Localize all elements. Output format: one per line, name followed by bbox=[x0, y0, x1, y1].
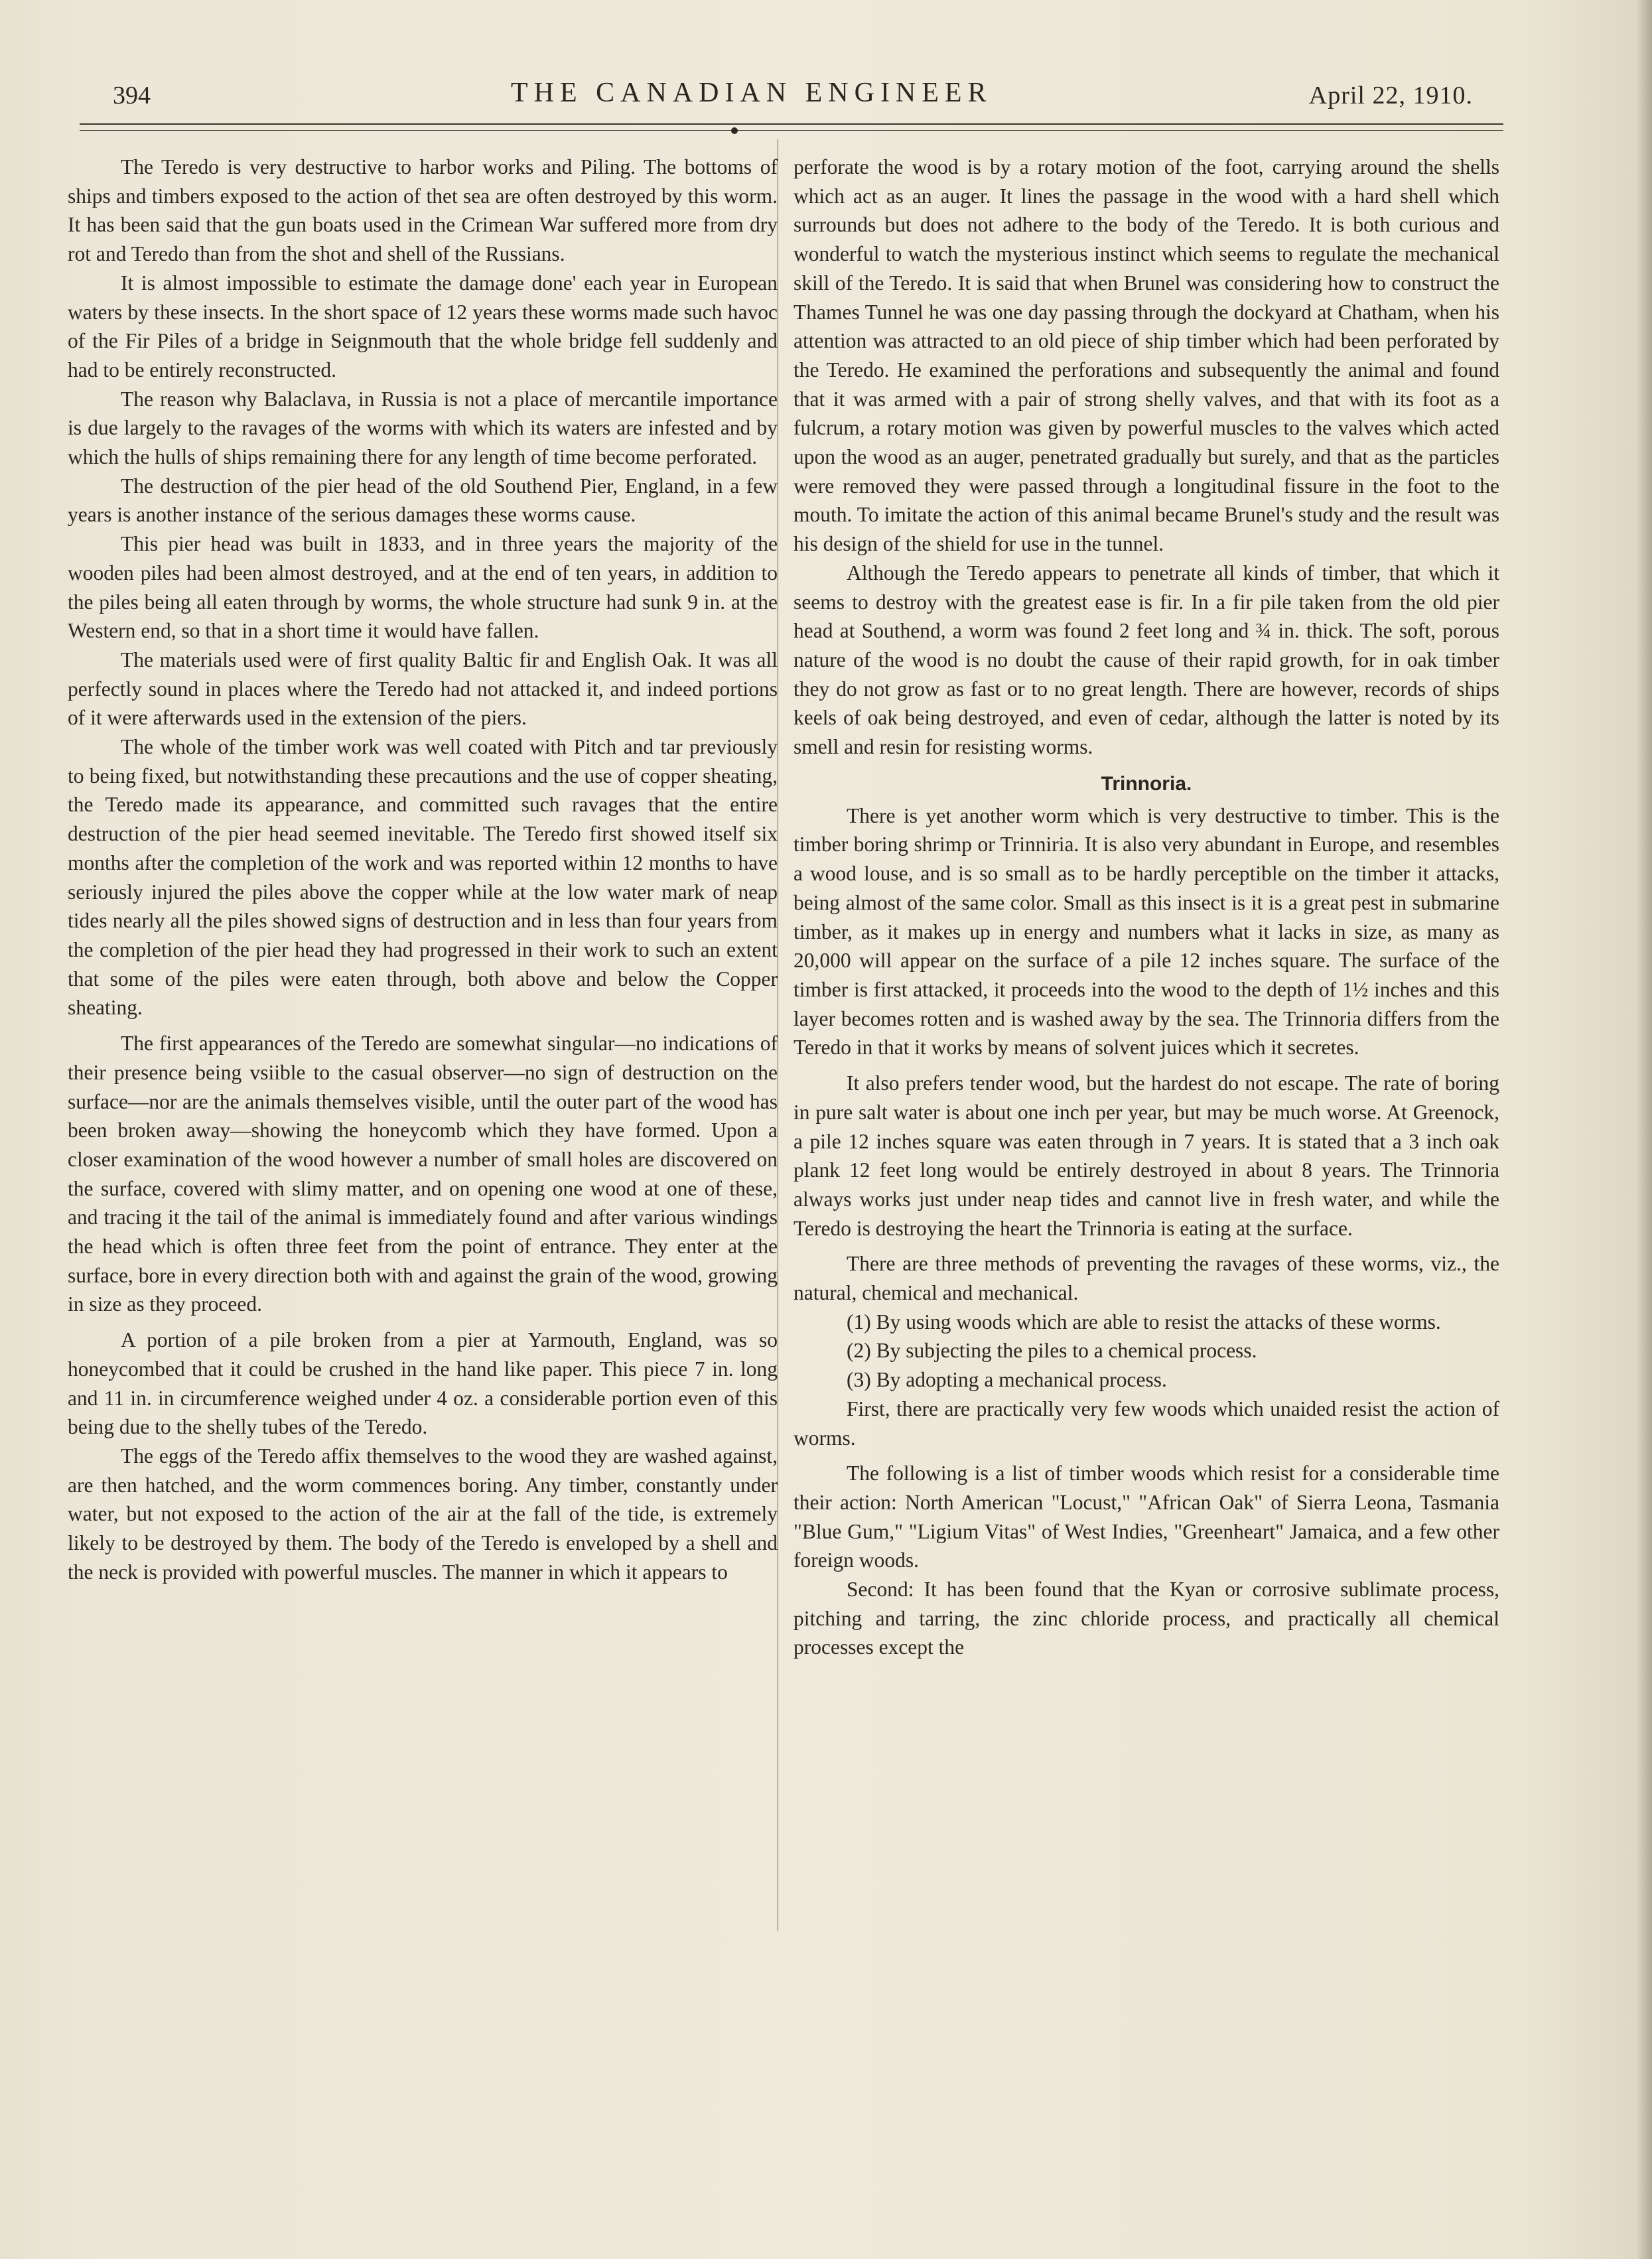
page-edge-shadow bbox=[1637, 0, 1652, 2259]
paragraph: The reason why Balaclava, in Russia is not a place of mercantile importance is due largely to the ravages of the worms with which its waters are infested and by which the hulls of ships remaining there for any length of time become perforated. bbox=[68, 387, 778, 469]
page-number: 394 bbox=[113, 82, 151, 109]
paragraph: The destruction of the pier head of the old Southend Pier, England, in a few years is another instance of the serious damages these worms cause. bbox=[68, 474, 778, 527]
paragraph: It is almost impossible to estimate the damage done' each year in European waters by these insects. In the short space of 12 years these worms made such havoc of the Fir Piles of a bridge in Seignmouth that the whole bridge fell suddenly and had to be entirely reconstructed. bbox=[68, 271, 778, 381]
paragraph: The eggs of the Teredo affix themselves to the wood they are washed against, are then hatched, and the worm commences boring. Any timber, constantly under water, but not exposed to the action of the air at the fall of the tide, is extremely likely to be destroyed by them. The body of the Teredo is enveloped by a shell and the neck is provided with powerful muscles. The manner in which it appears to bbox=[68, 1444, 778, 1584]
rule-ornament bbox=[731, 127, 738, 134]
paragraph: There are three methods of preventing the ravages of these worms, viz., the natural, chemical and mechanical. bbox=[793, 1252, 1499, 1305]
left-column bbox=[68, 153, 778, 1586]
header-rule-thin bbox=[80, 130, 1503, 131]
list-item: (1) By using woods which are able to resist the attacks of these worms. bbox=[847, 1310, 1441, 1334]
list-item: (2) By subjecting the piles to a chemical process. bbox=[847, 1339, 1257, 1363]
right-column bbox=[793, 153, 1499, 1662]
paragraph: The materials used were of first quality Baltic fir and English Oak. It was all perfectly sound in places where the Teredo had not attacked it, and indeed portions of it were afterwards used in the extension of the piers. bbox=[68, 648, 778, 730]
paragraph: The whole of the timber work was well coated with Pitch and tar previously to being fixed, but notwithstanding these precautions and the use of copper sheating, the Teredo made its appearance, and committed such ravages that the entire destruction of the pier head seemed inevitable. The Teredo first showed itself six months after the completion of the work and was reported within 12 months to have seriously injured the piles above the copper while at the low water mark of neap tides nearly all the piles showed signs of destruction and in less than four years from the completion of the pier head they had progressed in their work to such an extent that some of the piles were eaten through, both above and below the Copper sheating. bbox=[68, 735, 778, 1020]
paragraph: First, there are practically very few woods which unaided resist the action of worms. bbox=[793, 1397, 1499, 1450]
paragraph: Although the Teredo appears to penetrate all kinds of timber, that which it seems to destroy with the greatest ease is fir. In a fir pile taken from the old pier head at Southend, a worm was found 2 feet long and ¾ in. thick. The soft, porous nature of the wood is no doubt the cause of their rapid growth, for in oak timber they do not grow as fast or to no great length. There are however, records of ships keels of oak being destroyed, and even of cedar, although the latter is noted by its smell and resin for resisting worms. bbox=[793, 561, 1499, 759]
paragraph: There is yet another worm which is very destructive to timber. This is the timber boring shrimp or Trinniria. It is also very abundant in Europe, and resembles a wood louse, and is so small as to be hardly perceptible on the timber it attacks, being almost of the same color. Small as this insect is it is a great pest in submarine timber, as it makes up in energy and numbers what it lacks in size, as many as 20,000 will appear on the surface of a pile 12 inches square. The surface of the timber is first attacked, it proceeds into the wood to the depth of 1½ inches and this layer becomes rotten and is washed away by the sea. The Trinnoria differs from the Teredo in that it works by means of solvent juices which it secretes. bbox=[793, 803, 1499, 1060]
paragraph: perforate the wood is by a rotary motion of the foot, carrying around the shells which act as an auger. It lines the passage in the wood with a hard shell which surrounds but does not adhere to the body of the Teredo. It is both curious and wonderful to watch the mysterious instinct which seems to regulate the mechanical skill of the Teredo. It is said that when Brunel was considering how to construct the Thames Tunnel he was one day passing through the dockyard at Chatham, when his attention was attracted to an old piece of ship timber which had been perforated by the Teredo. He examined the perforations and subsequently the animal and found that it was armed with a pair of strong shelly valves, and that with its foot as a fulcrum, a rotary motion was given by powerful muscles to the valves which acted upon the wood as an auger, penetrated gradually but surely, and that as the particles were removed they were passed through a longitudinal fissure in the foot to the mouth. To imitate the action of this animal became Brunel's study and the result was his design of the shield for use in the tunnel. bbox=[793, 155, 1499, 556]
paragraph: The Teredo is very destructive to harbor works and Piling. The bottoms of ships and timbers exposed to the action of thet sea are often destroyed by this worm. It has been said that the gun boats used in the Crimean War suffered more from dry rot and Teredo than from the shot and shell of the Russians. bbox=[68, 155, 778, 266]
journal-title: THE CANADIAN ENGINEER bbox=[511, 78, 993, 108]
paragraph: It also prefers tender wood, but the hardest do not escape. The rate of boring in pure salt water is about one inch per year, but may be much worse. At Greenock, a pile 12 inches square was eaten through in 7 years. It is stated that a 3 inch oak plank 12 feet long would be entirely destroyed in about 8 years. The Trinnoria always works just under neap tides and cannot live in fresh water, and while the Teredo is destroying the heart the Trinnoria is eating at the surface. bbox=[793, 1071, 1499, 1240]
paragraph: The following is a list of timber woods which resist for a considerable time their action: North American "Locust," "African Oak" of Sierra Leona, Tasmania "Blue Gum," "Ligium Vitas" of West Indies, "Greenheart" Jamaica, and a few other foreign woods. bbox=[793, 1462, 1499, 1572]
paragraph: This pier head was built in 1833, and in three years the majority of the wooden piles had been almost destroyed, and at the end of ten years, in addition to the piles being all eaten through by worms, the whole structure had sunk 9 in. at the Western end, so that in a short time it would have fallen. bbox=[68, 532, 778, 643]
issue-date: April 22, 1910. bbox=[1308, 82, 1473, 109]
paragraph: The first appearances of the Teredo are somewhat singular—no indications of their presence being vsiible to the casual observer—no sign of destruction on the surface—nor are the animals themselves visible, until the outer part of the wood has been broken away—showing the honeycomb which they have formed. Upon a closer examination of the wood however a number of small holes are discovered on the surface, covered with slimy matter, and on opening one wood at one of these, and tracing it the tail of the animal is immediately found and after various windings the head which is often three feet from the point of entrance. They enter at the surface, bore in every direction both with and against the grain of the wood, growing in size as they proceed. bbox=[68, 1032, 778, 1316]
paragraph: Second: It has been found that the Kyan or corrosive sublimate process, pitching and tarring, the zinc chloride process, and practically all chemical processes except the bbox=[793, 1578, 1499, 1659]
header-rule bbox=[80, 123, 1503, 125]
running-header bbox=[113, 74, 1473, 121]
list-item: (3) By adopting a mechanical process. bbox=[847, 1368, 1167, 1392]
section-heading: Trinnoria. bbox=[1101, 772, 1192, 795]
paragraph: A portion of a pile broken from a pier at Yarmouth, England, was so honeycombed that it could be crushed in the hand like paper. This piece 7 in. long and 11 in. in circumference weighed under 4 oz. a considerable portion even of this being due to the shelly tubes of the Teredo. bbox=[68, 1328, 778, 1439]
